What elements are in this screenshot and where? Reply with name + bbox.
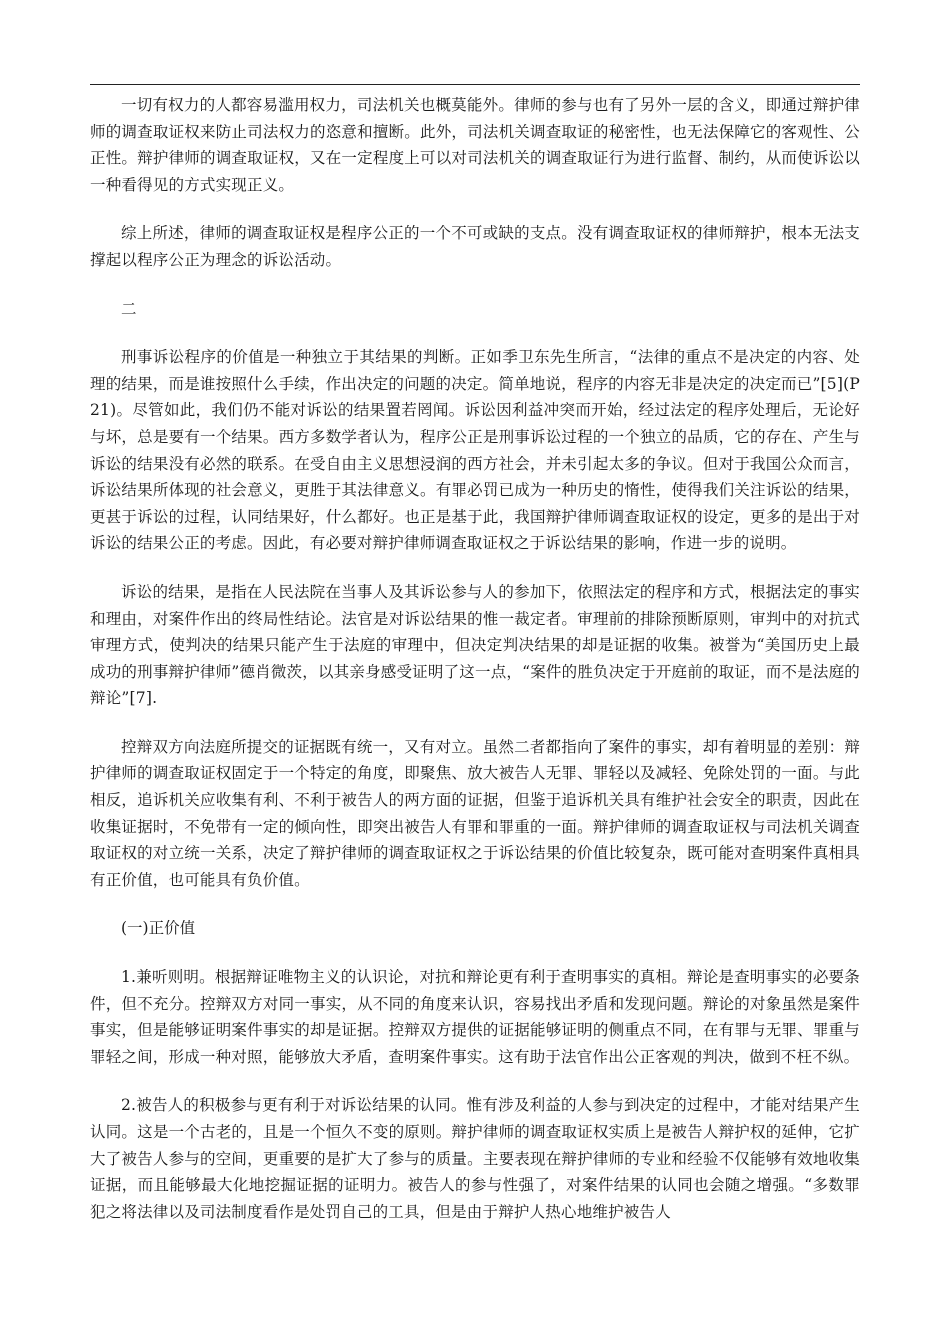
paragraph-evidence-unity: 控辩双方向法庭所提交的证据既有统一，又有对立。虽然二者都指向了案件的事实，却有着明显的差别：辩护律师的调查取证权固定于一个特定的角度，即聚焦、放大被告人无罪、罪轻以及减轻、免除处罚的一面。与此相反，追诉机关应收集有利、不利于被告人的两方面的证据，但鉴于追诉机关具有维护社会安全的职责，因此在收集证据时，不免带有一定的倾向性，即突出被告人有罪和罪重的一面。辩护律师的调查取证权与司法机关调查取证权的对立统一关系，决定了辩护律师的调查取证权之于诉讼结果的价值比较复杂，既可能对查明案件真相具有正价值，也可能具有负价值。 — [90, 737, 860, 889]
paragraph-procedure-value: 刑事诉讼程序的价值是一种独立于其结果的判断。正如季卫东先生所言，“法律的重点不是决定的内容、处理的结果，而是谁按照什么手续，作出决定的问题的决定。简单地说，程序的内容无非是决定的决定而已”[5](P21)。尽管如此，我们仍不能对诉讼的结果置若罔闻。诉讼因利益冲突而开始，经过法定的程序处理后，无论好与坏，总是要有一个结果。西方多数学者认为，程序公正是刑事诉讼过程的一个独立的品质，它的存在、产生与诉讼的结果没有必然的联系。在受自由主义思想浸润的西方社会，并未引起太多的争议。但对于我国公众而言，诉讼结果所体现的社会意义，更胜于其法律意义。有罪必罚已成为一种历史的惰性，使得我们关注诉讼的结果，更甚于诉讼的过程，认同结果好，什么都好。也正是基于此，我国辩护律师调查取证权的设定，更多的是出于对诉讼的结果公正的考虑。因此，有必要对辩护律师调查取证权之于诉讼结果的影响，作进一步的说明。 — [90, 348, 860, 553]
paragraph-point-two: 2.被告人的积极参与更有利于对诉讼结果的认同。惟有涉及利益的人参与到决定的过程中，才能对结果产生认同。这是一个古老的，且是一个恒久不变的原则。辩护律师的调查取证权实质上是被告人辩护权的延伸，它扩大了被告人参与的空间，更重要的是扩大了参与的质量。主要表现在辩护律师的专业和经验不仅能够有效地收集证据，而且能够最大化地挖掘证据的证明力。被告人的参与性强了，对案件结果的认同也会随之增强。“多数罪犯之将法律以及司法制度看作是处罚自己的工具，但是由于辩护人热心地维护被告人 — [90, 1096, 860, 1221]
paragraph-power-abuse: 一切有权力的人都容易滥用权力，司法机关也概莫能外。律师的参与也有了另外一层的含义，即通过辩护律师的调查取证权来防止司法权力的恣意和擅断。此外，司法机关调查取证的秘密性，也无法保障它的客观性、公正性。辩护律师的调查取证权，又在一定程度上可以对司法机关的调查取证行为进行监督、制约，从而使诉讼以一种看得见的方式实现正义。 — [90, 96, 860, 194]
header-rule — [90, 84, 860, 85]
paragraph-summary: 综上所述，律师的调查取证权是程序公正的一个不可或缺的支点。没有调查取证权的律师辩护，根本无法支撑起以程序公正为理念的诉讼活动。 — [90, 224, 860, 269]
subsection-heading-positive-value: (一)正价值 — [121, 919, 196, 938]
paragraph-litigation-result: 诉讼的结果，是指在人民法院在当事人及其诉讼参与人的参加下，依照法定的程序和方式，根据法定的事实和理由，对案件作出的终局性结论。法官是对诉讼结果的惟一裁定者。审理前的排除预断原则，审判中的对抗式审理方式，使判决的结果只能产生于法庭的审理中，但决定判决结果的却是证据的收集。被誉为“美国历史上最成功的刑事辩护律师”德肖微茨，以其亲身感受证明了这一点，“案件的胜负决定于开庭前的取证，而不是法庭的辩论”[7]. — [90, 582, 860, 708]
section-heading-two: 二 — [121, 299, 137, 318]
document-body — [90, 92, 860, 1247]
paragraph-point-one: 1.兼听则明。根据辩证唯物主义的认识论，对抗和辩论更有利于查明事实的真相。辩论是查明事实的必要条件，但不充分。控辩双方对同一事实，从不同的角度来认识，容易找出矛盾和发现问题。辩论的对象虽然是案件事实，但是能够证明案件事实的却是证据。控辩双方提供的证据能够证明的侧重点不同，在有罪与无罪、罪重与罪轻之间，形成一种对照，能够放大矛盾，查明案件事实。这有助于法官作出公正客观的判决，做到不枉不纵。 — [90, 968, 860, 1066]
